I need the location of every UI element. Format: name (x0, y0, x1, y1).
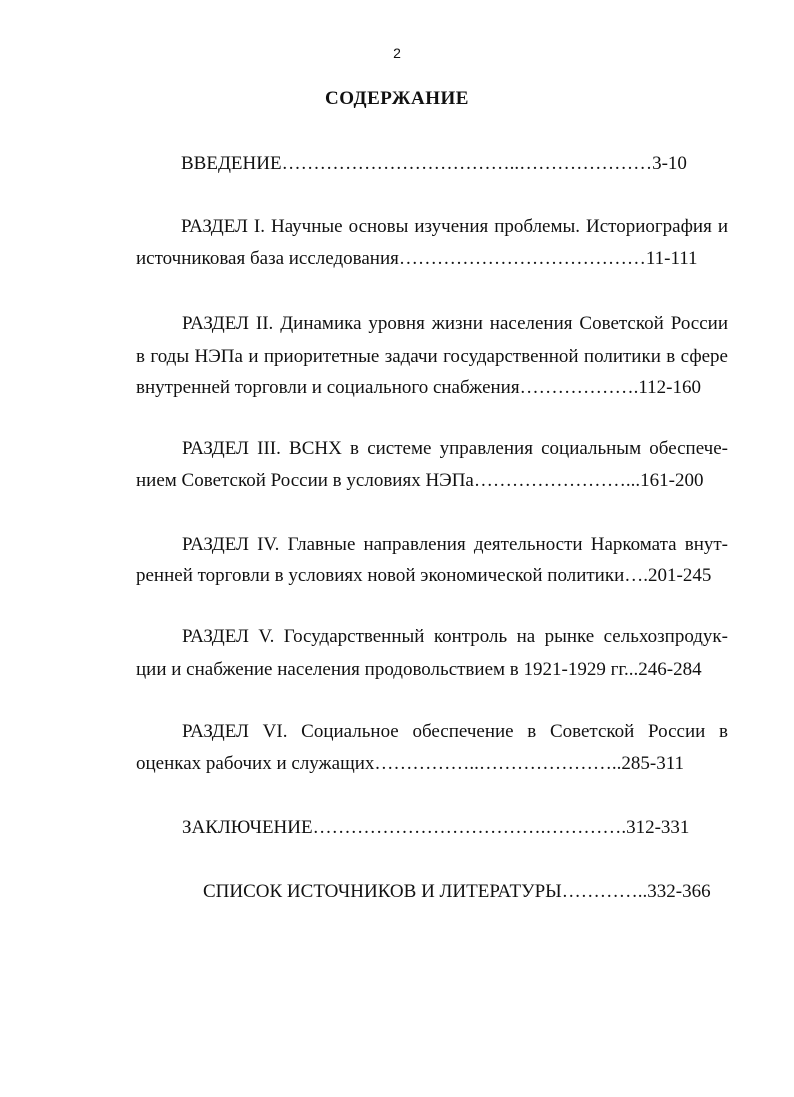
page-number: 2 (393, 45, 401, 61)
toc-entry-section-1-line-2: источниковая база исследования…………………………………11-111 (136, 248, 698, 269)
toc-entry-section-5-line-1: РАЗДЕЛ V. Государственный контроль на рынке сельхозпродук- (182, 626, 728, 647)
page-title: СОДЕРЖАНИЕ (325, 88, 469, 109)
toc-entry-section-4-line-1: РАЗДЕЛ IV. Главные направления деятельности Наркомата внут- (182, 534, 728, 555)
toc-entry-section-1-line-1: РАЗДЕЛ I. Научные основы изучения проблемы. Историография и (181, 216, 728, 237)
toc-entry-section-5-line-2: ции и снабжение населения продовольствием в 1921-1929 гг...246-284 (136, 659, 702, 680)
toc-entry-introduction: ВВЕДЕНИЕ………………………………..…………………3-10 (181, 153, 687, 174)
toc-entry-section-6-line-1: РАЗДЕЛ VI. Социальное обеспечение в Советской России в (182, 721, 728, 742)
toc-entry-section-3-line-2: нием Советской России в условиях НЭПа……………………...161-200 (136, 470, 704, 491)
toc-entry-section-2-line-1: РАЗДЕЛ II. Динамика уровня жизни населения Советской России (182, 313, 728, 334)
toc-entry-section-2-line-2: в годы НЭПа и приоритетные задачи государственной политики в сфере (136, 346, 728, 367)
toc-entry-section-6-line-2: оценках рабочих и служащих……………..…………………..285-311 (136, 753, 685, 774)
toc-entry-section-2-line-3: внутренней торговли и социального снабжения……………….112-160 (136, 377, 701, 398)
toc-entry-conclusion: ЗАКЛЮЧЕНИЕ……………………………….………….312-331 (182, 817, 690, 838)
toc-entry-references: СПИСОК ИСТОЧНИКОВ И ЛИТЕРАТУРЫ…………..332-366 (203, 881, 711, 902)
toc-entry-section-3-line-1: РАЗДЕЛ III. ВСНХ в системе управления социальным обеспече- (182, 438, 728, 459)
toc-entry-section-4-line-2: ренней торговли в условиях новой экономической политики….201-245 (136, 565, 712, 586)
